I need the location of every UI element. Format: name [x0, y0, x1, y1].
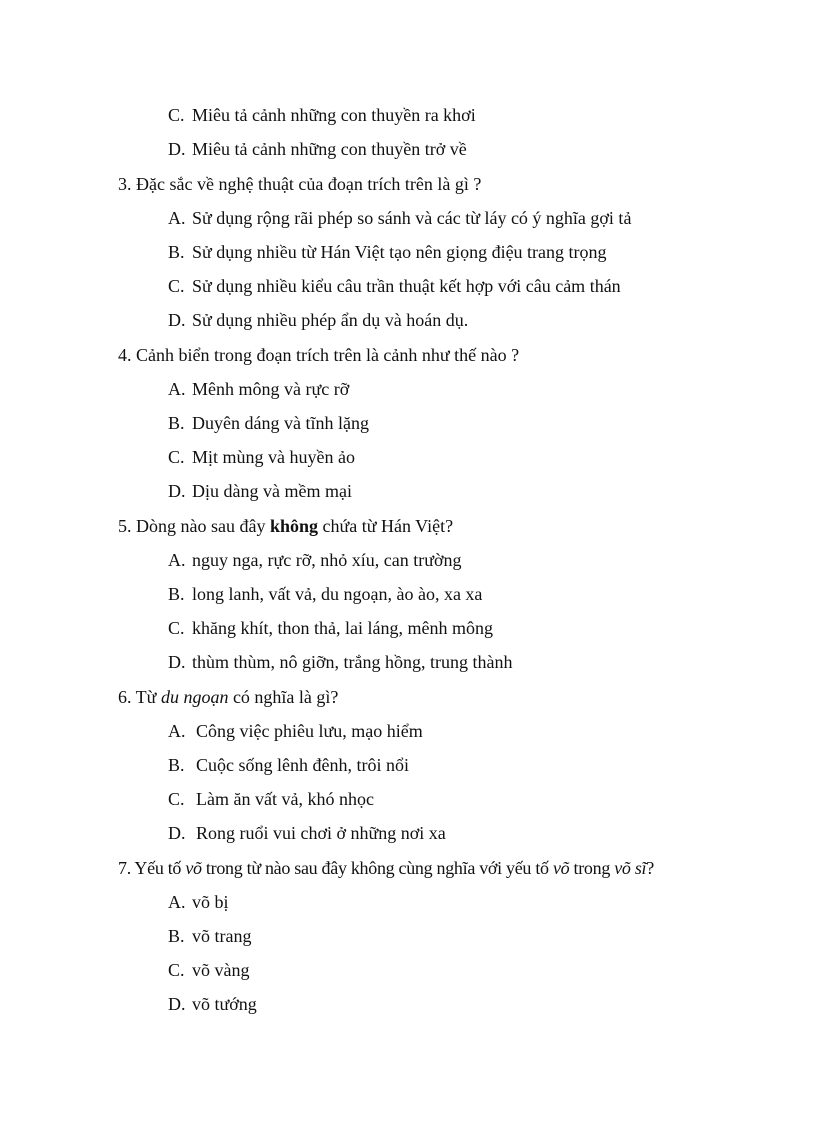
q6-option-a [168, 720, 423, 742]
option-text: Mênh mông và rực rỡ [192, 379, 350, 399]
option-label: C. [168, 447, 185, 467]
option-text: Duyên dáng và tĩnh lặng [192, 413, 369, 433]
option-label: A. [168, 892, 186, 912]
q7-option-a [168, 891, 229, 913]
q3-option-c [168, 275, 621, 297]
option-text: Dịu dàng và mềm mại [192, 481, 352, 501]
q4-option-a [168, 378, 349, 400]
q3-option-d [168, 309, 468, 331]
stem-term: võ sĩ [614, 858, 647, 878]
stem-text: 6. Từ [118, 687, 161, 707]
option-label: D. [168, 994, 186, 1014]
q4-option-d [168, 480, 352, 502]
option-text: Sử dụng nhiều từ Hán Việt tạo nên giọng điệu trang trọng [192, 242, 607, 262]
option-text: long lanh, vất vả, du ngoạn, ào ào, xa xa [192, 584, 483, 604]
option-label: B. [168, 926, 185, 946]
stem-text: 7. Yếu tố [118, 858, 186, 878]
q6-option-b [168, 754, 409, 776]
option-text: khăng khít, thon thả, lai láng, mênh mông [192, 618, 493, 638]
option-text: võ bị [192, 892, 229, 912]
option-label: A. [168, 550, 186, 570]
option-label: D. [168, 481, 186, 501]
q5-option-d [168, 651, 513, 673]
q3-option-b [168, 241, 607, 263]
option-label: D. [168, 139, 186, 159]
q6-option-d [168, 822, 446, 844]
option-text: Sử dụng nhiều phép ẩn dụ và hoán dụ. [192, 310, 469, 330]
question-3-stem: 3. Đặc sắc về nghệ thuật của đoạn trích trên là gì ? [118, 174, 482, 194]
option-text: Công việc phiêu lưu, mạo hiểm [196, 721, 423, 741]
question-7-stem [118, 857, 654, 879]
q6-option-c [168, 788, 374, 810]
option-label: C. [168, 618, 185, 638]
option-text: võ tướng [192, 994, 257, 1014]
stem-text: 5. Dòng nào sau đây [118, 516, 270, 536]
stem-term: võ [185, 858, 202, 878]
option-label: A. [168, 379, 186, 399]
q5-option-b [168, 583, 482, 605]
option-label: A. [168, 208, 186, 228]
option-label: C. [168, 960, 185, 980]
option-label: B. [168, 584, 185, 604]
option-text: Miêu tả cảnh những con thuyền trở về [192, 139, 467, 159]
option-label: A. [168, 721, 186, 741]
question-6-stem [118, 686, 338, 708]
q7-option-c [168, 959, 250, 981]
option-text: Cuộc sống lênh đênh, trôi nổi [196, 755, 409, 775]
option-text: nguy nga, rực rỡ, nhỏ xíu, can trường [192, 550, 462, 570]
option-d [168, 138, 467, 160]
option-text: thùm thùm, nô giỡn, trắng hồng, trung thành [192, 652, 513, 672]
option-label: B. [168, 242, 185, 262]
stem-text: trong [569, 858, 615, 878]
q5-option-c [168, 617, 493, 639]
option-text: Miêu tả cảnh những con thuyền ra khơi [192, 105, 476, 125]
option-label: D. [168, 652, 186, 672]
option-text: Sử dụng rộng rãi phép so sánh và các từ láy có ý nghĩa gợi tả [192, 208, 632, 228]
q7-option-d [168, 993, 257, 1015]
option-label: B. [168, 755, 185, 775]
option-label: C. [168, 105, 185, 125]
option-label: C. [168, 789, 185, 809]
option-label: C. [168, 276, 185, 296]
q3-option-a [168, 207, 631, 229]
stem-text: có nghĩa là gì? [228, 687, 339, 707]
option-text: võ trang [192, 926, 252, 946]
option-text: võ vàng [192, 960, 250, 980]
option-text: Sử dụng nhiều kiểu câu trần thuật kết hợp với câu cảm thán [192, 276, 621, 296]
option-c [168, 104, 476, 126]
question-4-stem: 4. Cảnh biển trong đoạn trích trên là cảnh như thế nào ? [118, 345, 520, 365]
option-text: Rong ruổi vui chơi ở những nơi xa [196, 823, 446, 843]
option-text: Mịt mùng và huyền ảo [192, 447, 355, 467]
option-text: Làm ăn vất vả, khó nhọc [196, 789, 374, 809]
q5-option-a [168, 549, 462, 571]
q7-option-b [168, 925, 251, 947]
stem-term: du ngoạn [160, 687, 229, 707]
question-5-stem [118, 515, 453, 537]
stem-text: trong từ nào sau đây không cùng nghĩa với yếu tố [201, 858, 553, 878]
stem-emphasis: không [269, 516, 319, 536]
stem-text: ? [646, 858, 654, 878]
q4-option-c [168, 446, 355, 468]
stem-term: võ [552, 858, 570, 878]
option-label: D. [168, 823, 186, 843]
option-label: B. [168, 413, 185, 433]
stem-text: chứa từ Hán Việt? [318, 516, 454, 536]
option-label: D. [168, 310, 186, 330]
q4-option-b [168, 412, 369, 434]
